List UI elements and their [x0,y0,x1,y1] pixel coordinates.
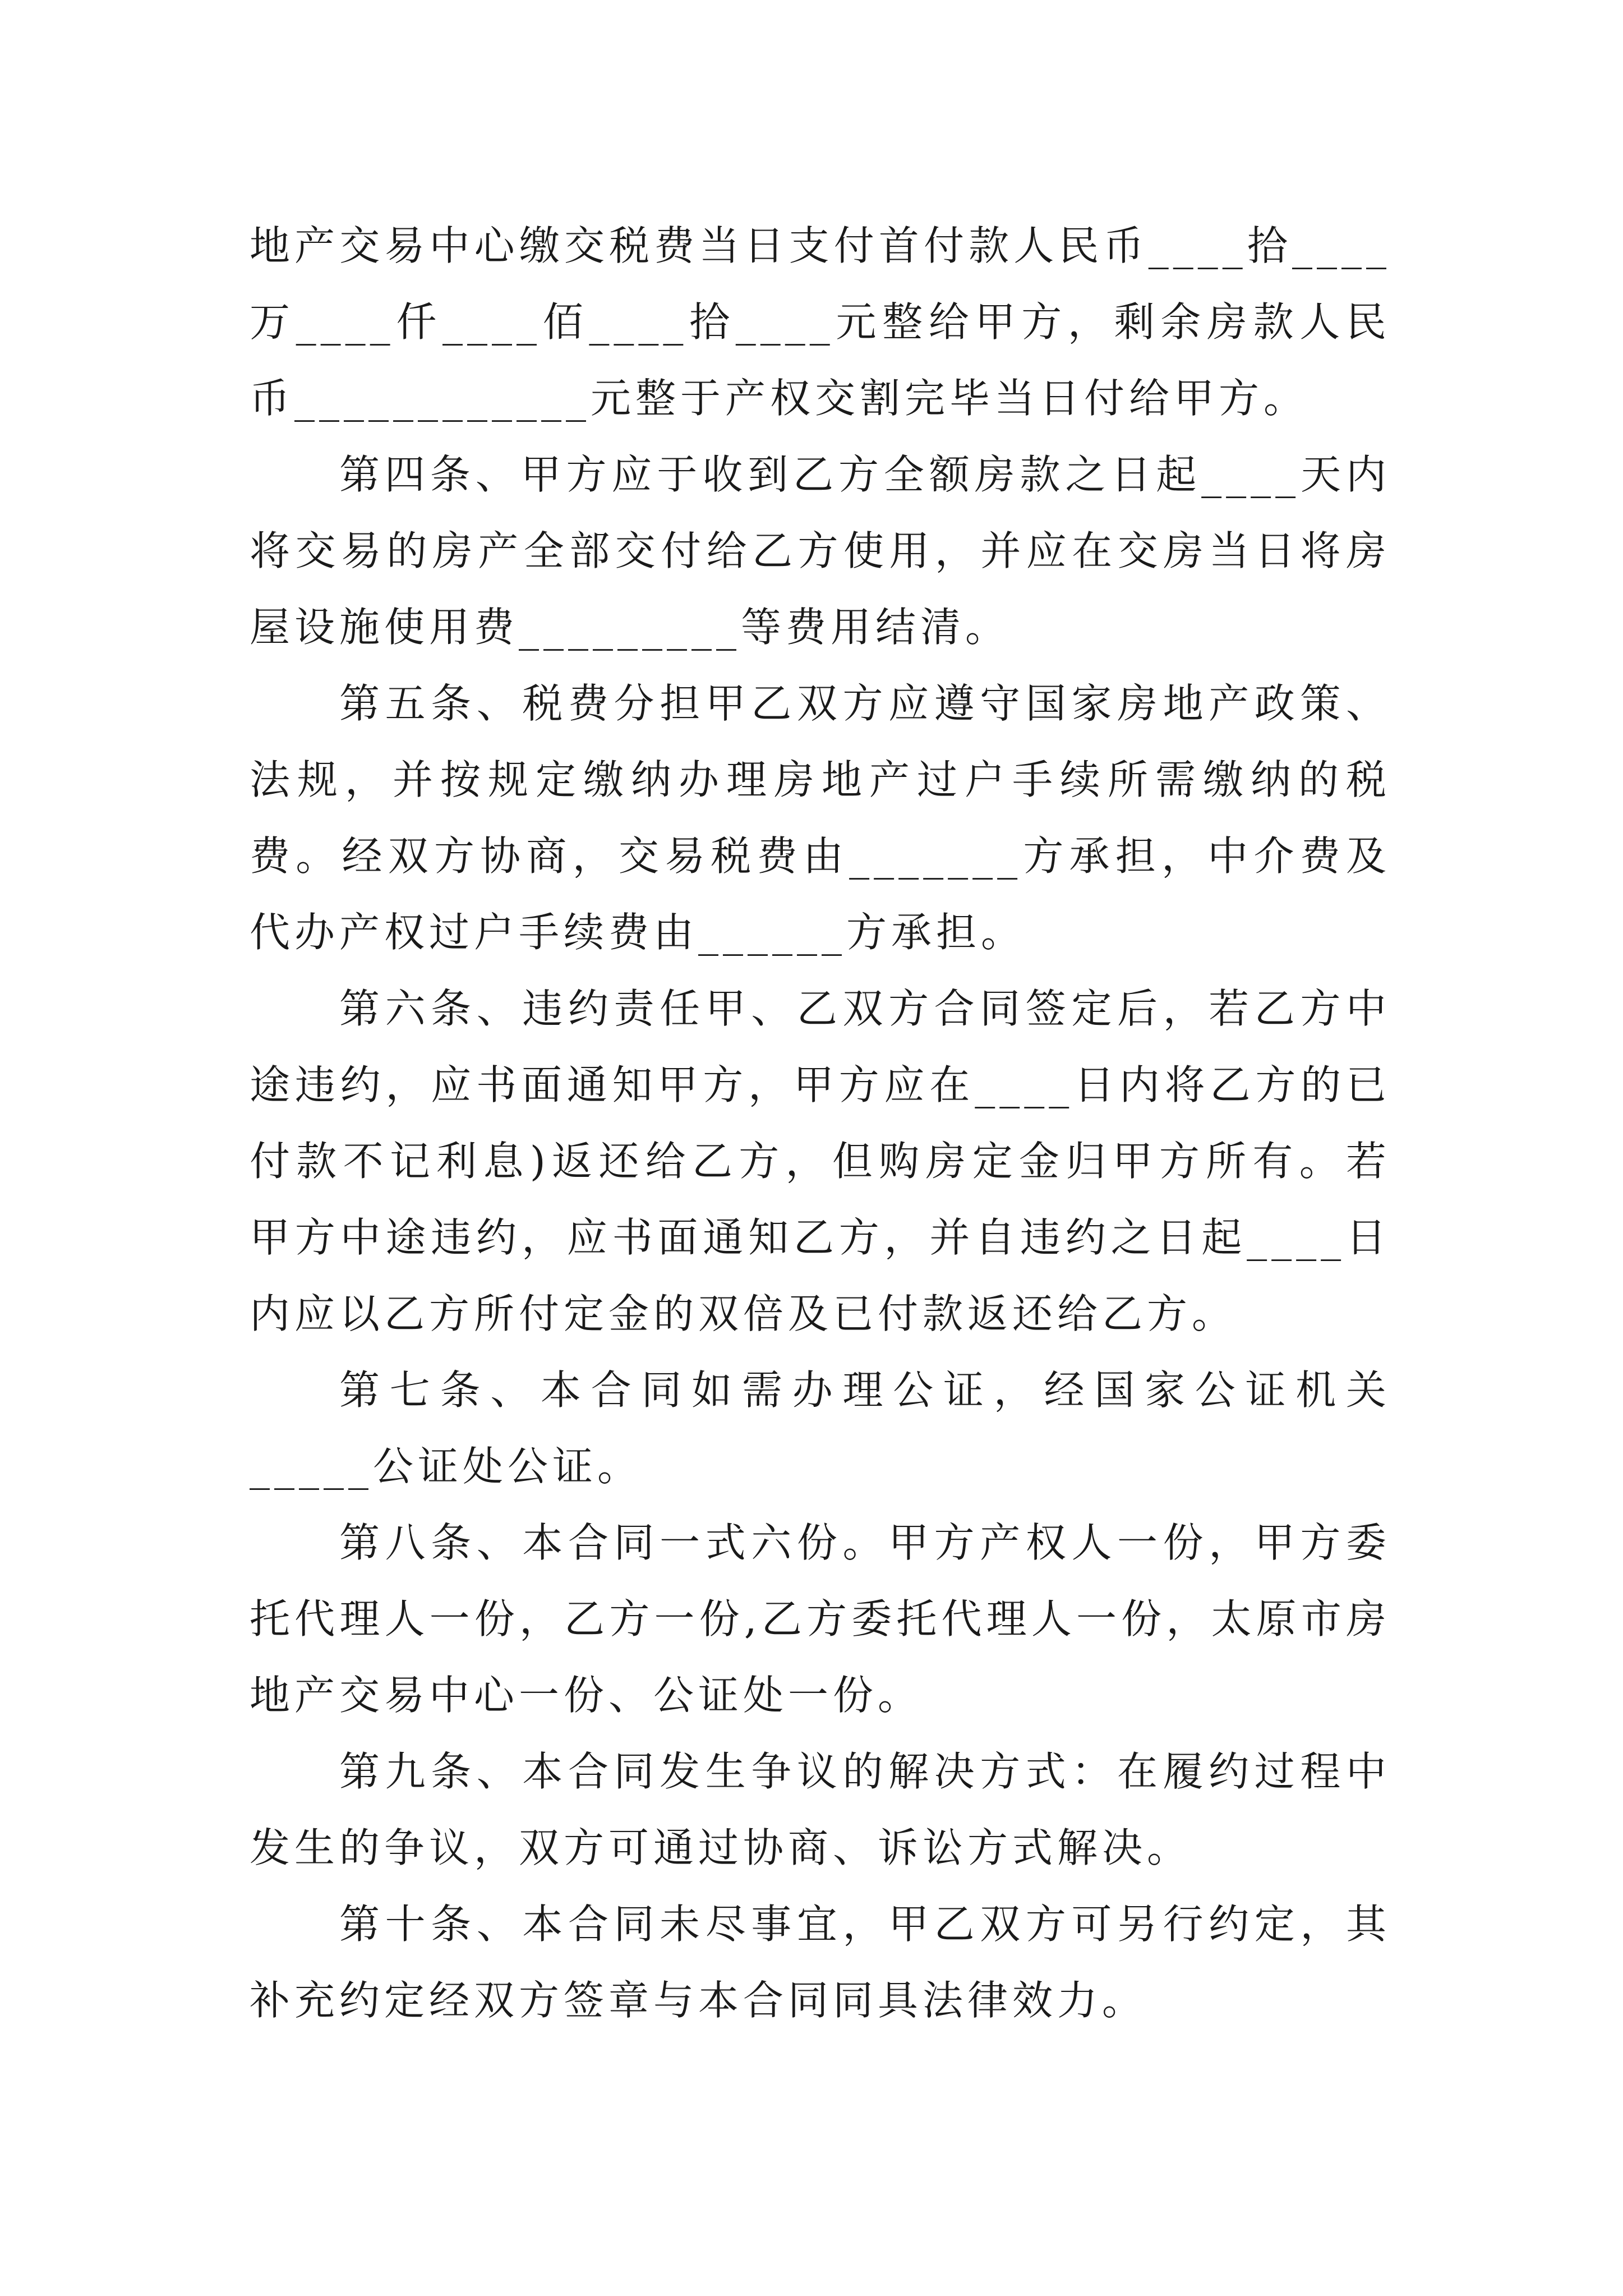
paragraph-article-9: 第九条、本合同发生争议的解决方式：在履约过程中发生的争议，双方可通过协商、诉讼方式解决。 [250,1748,1391,1871]
paragraph-article-10: 第十条、本合同未尽事宜，甲乙双方可另行约定，其补充约定经双方签章与本合同同具法律效力。 [250,1901,1391,2024]
paragraph-article-4: 第四条、甲方应于收到乙方全额房款之日起____天内将交易的房产全部交付给乙方使用，并应在交房当日将房屋设施使用费_________等费用结清。 [250,451,1391,651]
paragraph-payment-continued: 地产交易中心缴交税费当日支付首付款人民币____拾____万____仟____佰____拾____元整给甲方，剩余房款人民币____________元整于产权交割完毕当日付给甲方。 [250,222,1391,422]
paragraph-article-7: 第七条、本合同如需办理公证，经国家公证机关_____公证处公证。 [250,1366,1391,1490]
paragraph-article-8: 第八条、本合同一式六份。甲方产权人一份，甲方委托代理人一份，乙方一份,乙方委托代理人一份，太原市房地产交易中心一份、公证处一份。 [250,1519,1391,1719]
contract-body [250,208,1391,2039]
paragraph-article-6: 第六条、违约责任甲、乙双方合同签定后，若乙方中途违约，应书面通知甲方，甲方应在____日内将乙方的已付款不记利息)返还给乙方，但购房定金归甲方所有。若甲方中途违约，应书面通知乙方，并自违约之日起____日内应以乙方所付定金的双倍及已付款返还给乙方。 [250,985,1391,1337]
paragraph-article-5: 第五条、税费分担甲乙双方应遵守国家房地产政策、法规，并按规定缴纳办理房地产过户手续所需缴纳的税费。经双方协商，交易税费由_______方承担，中介费及代办产权过户手续费由______方承担。 [250,680,1391,956]
